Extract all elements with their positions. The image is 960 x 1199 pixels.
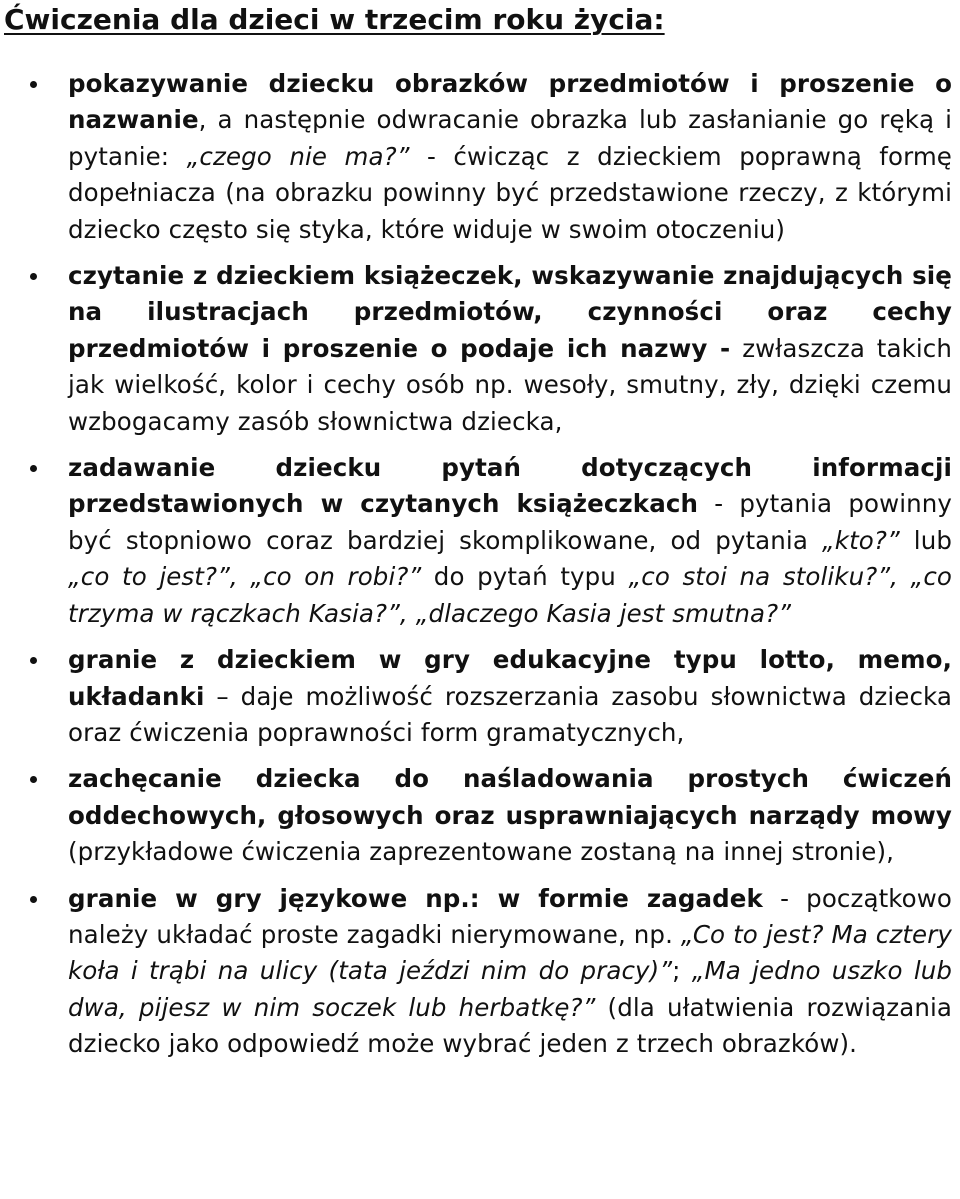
body-text: - ćwicząc z dzieckiem poprawną formę dopełniacza (na obrazku powinny być przedstawione rzeczy, z którymi dziecko często się styka, które widuje w swoim otoczeniu) <box>68 141 952 244</box>
body-text: ; <box>672 956 692 986</box>
body-text: - początkowo należy układać proste zagadki nierymowane, np. <box>68 883 953 949</box>
bullet-icon <box>30 896 37 903</box>
list-item <box>4 881 952 1063</box>
bullet-icon <box>30 273 37 280</box>
body-text: – daje możliwość rozszerzania zasobu słownictwa dziecka oraz ćwiczenia poprawności form gramatycznych, <box>68 681 952 747</box>
page-title: Ćwiczenia dla dzieci w trzecim roku życia: <box>4 3 665 36</box>
body-text: - pytania powinny być stopniowo coraz bardziej skomplikowane, od pytania <box>68 489 952 555</box>
bold-text: czytanie z dzieckiem książeczek, wskazywanie znajdujących się na ilustracjach przedmiotów, czynności oraz cechy przedmiotów i proszenie o podaje ich nazwy - <box>68 261 952 363</box>
italic-text: „co stoi na stoliku?”, „co trzyma w rączkach Kasia?”, „dlaczego Kasia jest smutna?” <box>68 562 952 628</box>
italic-text: „Ma jedno uszko lub dwa, pijesz w nim soczek lub herbatkę?” <box>68 956 953 1022</box>
list-item <box>4 761 952 870</box>
document-page <box>0 2 960 1063</box>
list-item <box>4 66 952 248</box>
italic-text: „czego nie ma?” <box>186 141 410 171</box>
list-item <box>4 258 952 440</box>
italic-text: „Co to jest? Ma cztery koła i trąbi na ulicy (tata jeździ nim do pracy)” <box>68 919 952 986</box>
bold-text: granie z dzieckiem w gry edukacyjne typu lotto, memo, układanki <box>68 645 952 711</box>
body-text: (dla ułatwienia rozwiązania dziecko jako odpowiedź może wybrać jeden z trzech obrazków). <box>68 992 953 1059</box>
italic-text: „kto?” <box>821 525 900 555</box>
body-text: zwłaszcza takich jak wielkość, kolor i cechy osób np. wesoły, smutny, zły, dzięki czemu wzbogacamy zasób słownictwa dziecka, <box>68 333 953 436</box>
bullet-icon <box>30 657 37 664</box>
body-text: (przykładowe ćwiczenia zaprezentowane zostaną na innej stronie), <box>68 837 895 867</box>
exercise-list <box>4 66 952 1063</box>
bullet-icon <box>30 776 37 783</box>
bold-text: granie w gry językowe np.: w formie zagadek <box>68 883 763 913</box>
italic-text: „co to jest?”, „co on robi?” <box>68 562 422 592</box>
bold-text: pokazywanie dziecku obrazków przedmiotów i proszenie o nazwanie <box>68 69 952 135</box>
bold-text: zadawanie dziecku pytań dotyczących informacji przedstawionych w czytanych książeczkach <box>68 453 952 519</box>
bullet-icon <box>30 81 37 88</box>
body-text: do pytań typu <box>421 562 629 592</box>
bullet-icon <box>30 465 37 472</box>
body-text: lub <box>899 525 952 555</box>
list-item <box>4 642 952 751</box>
bold-text: zachęcanie dziecka do naśladowania prostych ćwiczeń oddechowych, głosowych oraz usprawniających narządy mowy <box>68 764 952 830</box>
list-item <box>4 450 952 632</box>
body-text: , a następnie odwracanie obrazka lub zasłanianie go ręką i pytanie: <box>68 105 952 171</box>
